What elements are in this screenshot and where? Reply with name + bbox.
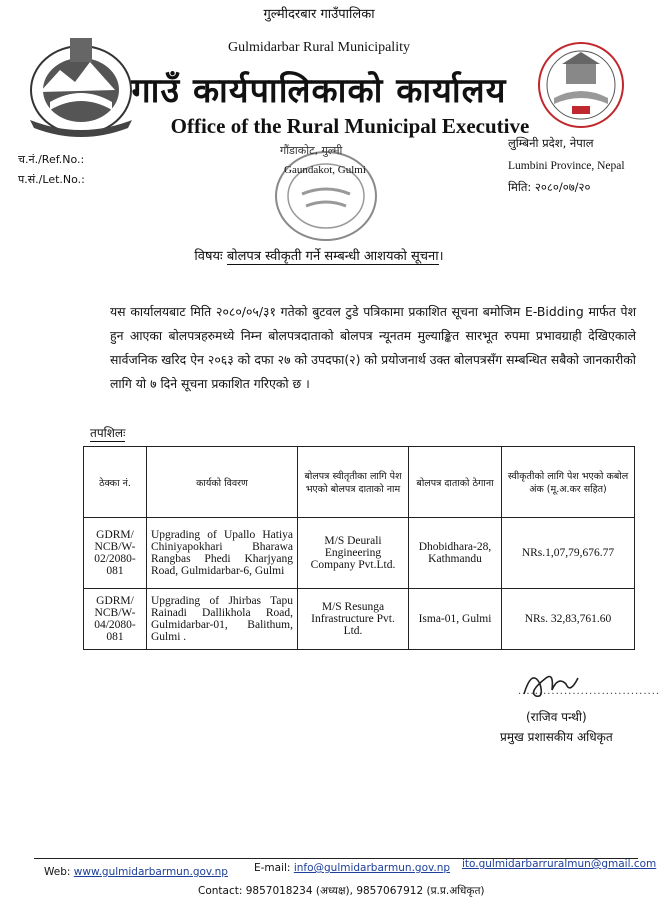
office-stamp-icon [272,148,380,244]
contract-number-cell: GDRM/ NCB/W-04/2080-081 [84,589,147,650]
signature-line: .................................. [518,686,660,697]
table-row [84,589,635,650]
subject-label: विषयः [194,249,223,264]
footer-website [44,866,228,878]
table-row [84,518,635,589]
signer-title: प्रमुख प्रशासकीय अधिकृत [500,730,613,744]
notice-paragraph: यस कार्यालयबाट मिति २०८०/०५/३१ गतेको बुटवल टुडे पत्रिकामा प्रकाशित सूचना बमोजिम E-Bidding मार्फत पेश हुन आएका बोलपत्रहरुमध्ये निम्न बोलपत्रदाताको बोलपत्र न्यूनतम मुल्याङ्कित सारभूत रुपमा प्रभावग्राही देखिएकाले सार्वजनिक खरिद ऐन २०६३ को दफा २७ को उपदफा(२) को प्रयोजनार्थ उक्त बोलपत्रसँग सम्बन्धित सबैको जानकारीको लागि यो ७ दिने सूचना प्रकाशित गरिएको छ । [110,304,636,391]
secondary-email-link[interactable]: ito.gulmidarbarruralmun@gmail.com [462,858,657,870]
subject-text: बोलपत्र स्वीकृती गर्ने सम्बन्धी आशयको सूचना [226,249,439,264]
bidder-address-cell: Dhobidhara-28, Kathmandu [409,518,502,589]
bid-table [83,446,635,650]
footer-contact: Contact: 9857018234 (अध्यक्ष), 9857067912 (प्र.प्र.अधिकृत) [198,885,485,897]
signature-icon [518,664,608,704]
bidder-address-cell: Isma-01, Gulmi [409,589,502,650]
bid-amount-cell: NRs.1,07,79,676.77 [502,518,635,589]
reference-number: च.नं./Ref.No.: [18,153,85,166]
details-label: तपशिलः [90,426,126,440]
headquarters-english: Gaundakot, Gulmi [284,164,366,176]
column-header: स्वीकृतीको लागि पेश भएको कबोल अंक (मू.अ.कर सहित) [502,447,635,518]
column-header: बोलपत्र स्वीतृतीका लागि पेश भएको बोलपत्र दाताको नाम [298,447,409,518]
province-nepali: लुम्बिनी प्रदेश, नेपाल [508,136,594,150]
signer-name: (राजिव पन्थी) [526,710,587,724]
work-description-cell: Upgrading of Upallo Hatiya Chiniyapokhari Bharawa Rangbas Phedi Kharjyang Road, Gulmidarbar-6, Gulmi [147,518,298,589]
office-title-english: Office of the Rural Municipal Executive [170,114,530,138]
column-header: बोलपत्र दाताको ठेगाना [409,447,502,518]
province-english: Lumbini Province, Nepal [508,160,625,172]
bidder-name-cell: M/S Resunga Infrastructure Pvt. Ltd. [298,589,409,650]
bidder-name-cell: M/S Deurali Engineering Company Pvt.Ltd. [298,518,409,589]
headquarters-nepali: गौंडाकोट, गुल्मी [280,144,343,157]
email-link[interactable]: info@gulmidarbarmun.gov.np [293,862,451,874]
letter-date: मिति: २०८०/०७/२० [508,180,591,194]
table-header-row [84,447,635,518]
office-title-nepali: गाउँ कार्यपालिकाको कार्यालय [131,71,507,111]
letter-number: प.सं./Let.No.: [18,173,85,186]
bid-amount-cell: NRs. 32,83,761.60 [502,589,635,650]
subject-line: विषयः बोलपत्र स्वीकृती गर्ने सम्बन्धी आशयको सूचना। [194,249,444,264]
municipality-name-english: Gulmidarbar Rural Municipality [228,40,410,55]
footer-email [254,862,450,874]
column-header: ठेक्का नं. [84,447,147,518]
work-description-cell: Upgrading of Jhirbas Tapu Rainadi Dallikhola Road, Gulmidarbar-01, Balithum, Gulmi . [147,589,298,650]
column-header: कार्यको विवरण [147,447,298,518]
email-label: E-mail: [254,862,291,874]
contract-number-cell: GDRM/ NCB/W-02/2080-081 [84,518,147,589]
website-link[interactable]: www.gulmidarbarmun.gov.np [73,866,228,878]
web-label: Web: [44,866,71,878]
municipality-name-nepali: गुल्मीदरबार गाउँपालिका [263,7,375,22]
